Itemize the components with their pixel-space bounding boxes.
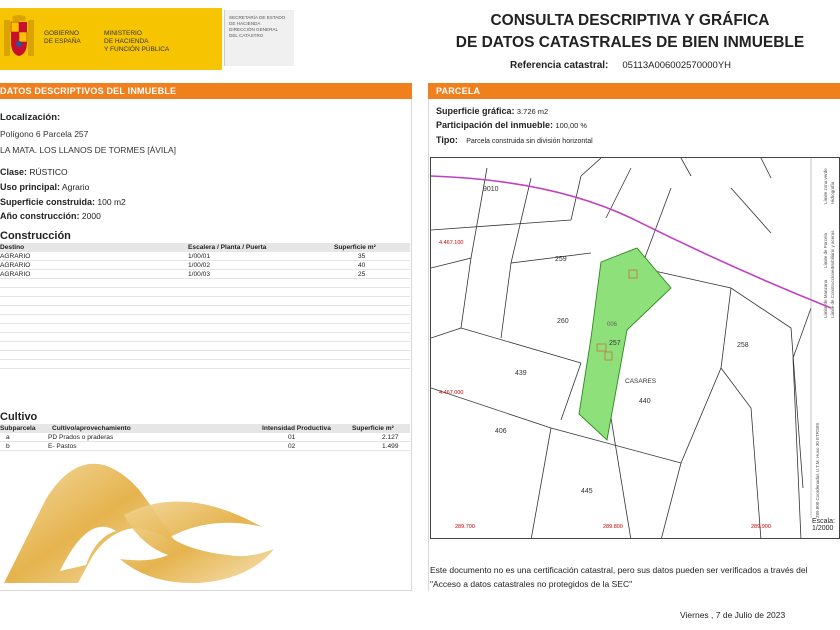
legend-item: Límite de Construcciones xyxy=(830,267,835,318)
cultivo-table xyxy=(0,424,410,451)
cultivo-title: Cultivo xyxy=(0,411,38,423)
tipo-row: Tipo: Parcela construida sin división horizontal xyxy=(436,135,593,145)
ano-construccion-row: Año construcción: 2000 xyxy=(0,211,101,221)
legend-item: Límite de Parcela xyxy=(823,232,828,268)
participacion-row: Participación del inmueble: 100,00 % xyxy=(436,120,588,130)
document-title: CONSULTA DESCRIPTIVA Y GRÁFICA DE DATOS CATASTRALES DE BIEN INMUEBLE xyxy=(455,12,805,51)
center-code: 006 xyxy=(607,322,618,328)
legend-item: Hidrografía xyxy=(830,181,835,204)
map-drawing xyxy=(431,158,840,539)
coord-x2: 289.800 xyxy=(603,524,623,530)
ministerio-text: MINISTERIO DE HACIENDA Y FUNCIÓN PÚBLICA xyxy=(104,30,170,53)
datos-descriptivos-bar: DATOS DESCRIPTIVOS DEL INMUEBLE xyxy=(0,83,412,99)
coord-x3: 289.900 xyxy=(751,524,771,530)
superficie-construida-row: Superficie construida: 100 m2 xyxy=(0,197,126,207)
plot-label: 445 xyxy=(581,488,593,495)
construccion-table xyxy=(0,243,410,369)
government-logo-block xyxy=(0,8,222,70)
plot-label: 9010 xyxy=(483,186,499,193)
localizacion-line2: LA MATA. LOS LLANOS DE TORMES [ÁVILA] xyxy=(0,145,177,155)
cadastral-map[interactable] xyxy=(430,157,840,539)
table-row: AGRARIO 1/00/02 40 xyxy=(0,261,410,270)
table-row: AGRARIO 1/00/01 35 xyxy=(0,252,410,261)
localizacion-line1: Polígono 6 Parcela 257 xyxy=(0,129,89,139)
plot-label: 439 xyxy=(515,370,527,377)
table-header: Destino Escalera / Planta / Puerta Superficie m² xyxy=(0,243,410,252)
plot-label: 257 xyxy=(609,340,621,347)
plot-label: 440 xyxy=(639,398,651,405)
footer-note: Este documento no es una certificación catastral, pero sus datos pueden ser verificados a través del "Acceso a datos catastrales no protegidos de la SEC" xyxy=(430,565,808,589)
document-date: Viernes , 7 de Julio de 2023 xyxy=(680,610,786,620)
escala: Escala: 1/2000 xyxy=(812,518,835,532)
coord-x1: 289.700 xyxy=(455,524,475,530)
localizacion-label: Localización: xyxy=(0,112,61,123)
gobierno-text: GOBIERNO DE ESPAÑA xyxy=(44,30,81,45)
map-source-legend: 289.800 Coordenadas U.T.M. Huso 30 ETRS89 xyxy=(815,422,820,518)
coord-y2: 4.467.000 xyxy=(439,390,464,396)
legend-item: Límite zona verde xyxy=(823,168,828,204)
construccion-title: Construcción xyxy=(0,230,71,242)
legend-item: Mobiliario y aceras xyxy=(830,230,835,268)
coord-y1: 4.467.100 xyxy=(439,240,464,246)
table-row: AGRARIO 1/00/03 25 xyxy=(0,270,410,279)
table-row: b E- Pastos 02 1.499 xyxy=(0,442,410,451)
place-label: CASARES xyxy=(625,378,657,385)
plot-label: 258 xyxy=(737,342,749,349)
table-row: a PD Prados o praderas 01 2.127 xyxy=(0,433,410,442)
table-header: Subparcela Cultivo/aprovechamiento Intensidad Productiva Superficie m² xyxy=(0,424,410,433)
referencia-catastral: Referencia catastral: 05113A006002570000YH xyxy=(510,60,732,71)
plot-label: 260 xyxy=(557,318,569,325)
plot-label: 259 xyxy=(555,256,567,263)
legend-item: Límite de Manzana xyxy=(823,279,828,318)
superficie-grafica-row: Superficie gráfica: 3.726 m2 xyxy=(436,106,549,116)
clase-row: Clase: RÚSTICO xyxy=(0,167,68,177)
secretaria-block: SECRETARÍA DE ESTADO DE HACIENDA DIRECCIÓN GENERAL DEL CATASTRO xyxy=(224,10,294,66)
parcela-bar: PARCELA xyxy=(428,83,840,99)
uso-row: Uso principal: Agrario xyxy=(0,182,90,192)
spain-coat-of-arms-icon xyxy=(2,14,36,64)
plot-label: 406 xyxy=(495,428,507,435)
watermark-logo-icon xyxy=(0,455,300,585)
